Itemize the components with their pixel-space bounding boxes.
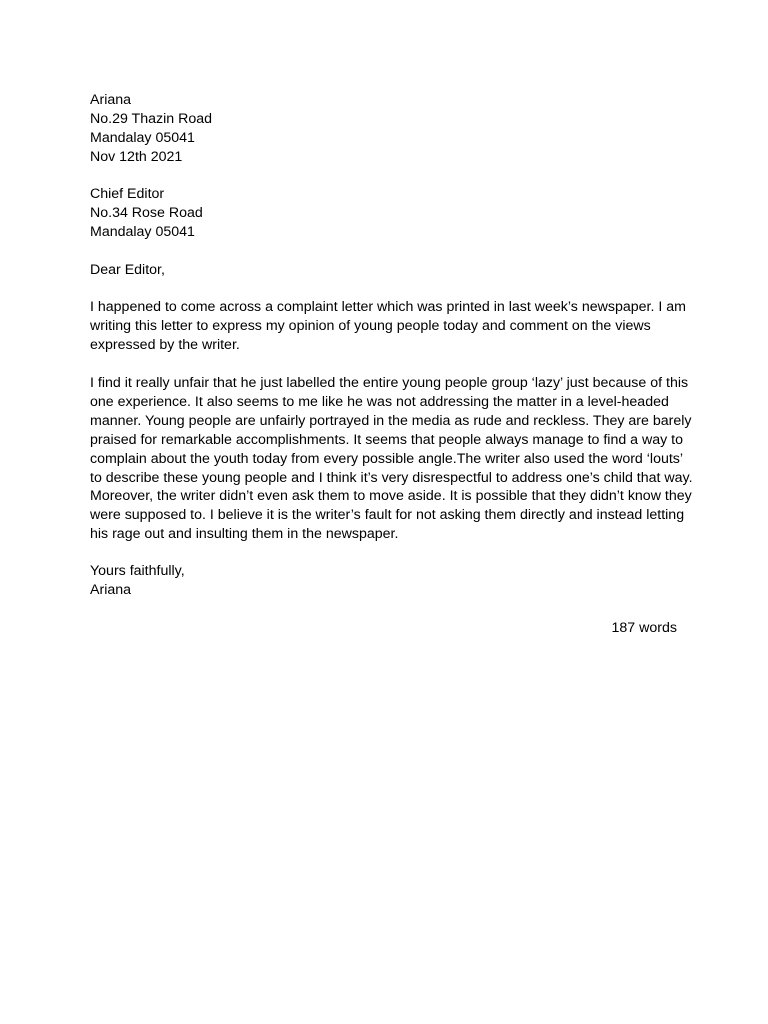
recipient-address-line: No.34 Rose Road (90, 204, 203, 221)
recipient-city-line: Mandalay 05041 (90, 223, 195, 240)
paragraph-line: complain about the youth today from every possible angle.The writer also used the word ‘louts’ (90, 450, 684, 467)
sender-name: Ariana (90, 92, 132, 108)
recipient-address-block (90, 185, 680, 242)
paragraph-line: were supposed to. I believe it is the writer’s fault for not asking them directly and instead letting (90, 507, 685, 524)
body-paragraph-1 (90, 298, 686, 355)
salutation: Dear Editor, (90, 262, 165, 278)
sender-address-line: No.29 Thazin Road (90, 110, 212, 127)
paragraph-line: Moreover, the writer didn’t even ask them to move aside. It is possible that they didn’t know they (90, 488, 692, 505)
sender-address-block (90, 91, 680, 167)
paragraph-line: writing this letter to express my opinion of young people today and comment on the views (90, 317, 651, 334)
paragraph-line: expressed by the writer. (90, 336, 240, 353)
paragraph-line: his rage out and insulting them in the newspaper. (90, 526, 399, 543)
closing-block (90, 562, 680, 600)
paragraph-line: manner. Young people are unfairly portrayed in the media as rude and reckless. They are barely (90, 412, 692, 429)
closing: Yours faithfully, (90, 563, 185, 579)
paragraph-line: one experience. It also seems to me like he was not addressing the matter in a level-headed (90, 393, 669, 410)
sender-city-line: Mandalay 05041 (90, 129, 195, 146)
recipient-title: Chief Editor (90, 186, 165, 202)
body-paragraph-2 (90, 374, 693, 544)
paragraph-line: to describe these young people and I think it’s very disrespectful to address one’s child that way. (90, 469, 693, 486)
word-count: 187 words (611, 620, 677, 636)
paragraph-line: praised for remarkable accomplishments. It seems that people always manage to find a way to (90, 431, 684, 448)
letter-date: Nov 12th 2021 (90, 148, 183, 165)
paragraph-line: I happened to come across a complaint letter which was printed in last week’s newspaper. I am (90, 299, 686, 315)
paragraph-line: I find it really unfair that he just labelled the entire young people group ‘lazy’ just because of this (90, 375, 689, 391)
salutation-block (90, 261, 680, 280)
signature: Ariana (90, 581, 132, 598)
